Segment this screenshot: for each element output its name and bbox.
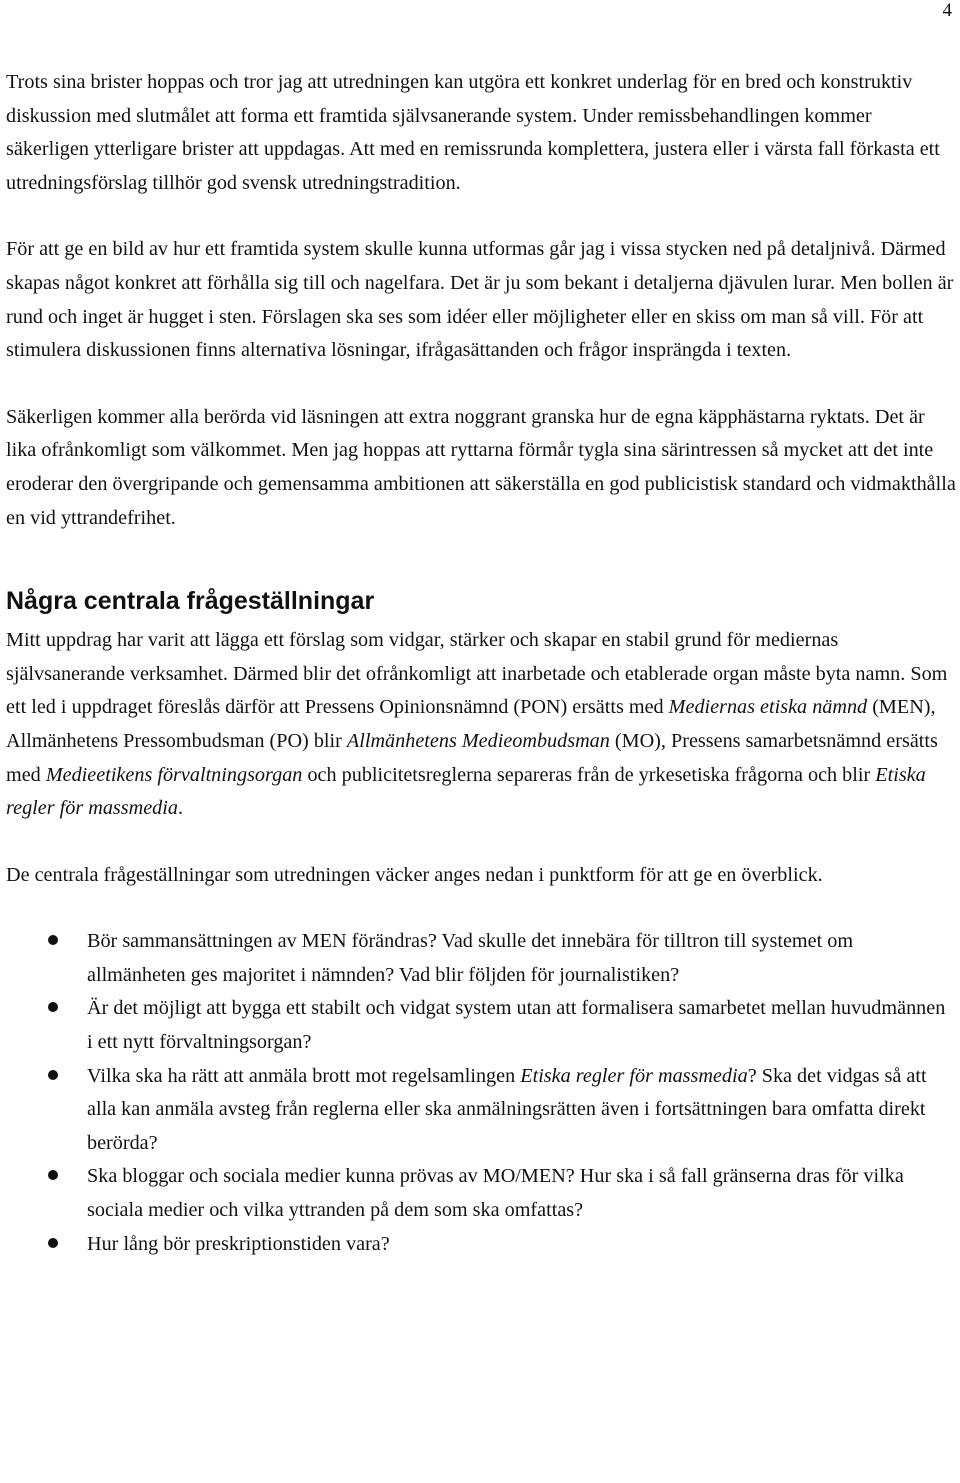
bullet-icon: [48, 1070, 58, 1080]
page-number: 4: [942, 0, 952, 21]
list-item-text: Bör sammansättningen av MEN förändras? Vad skulle det innebära för tilltron till systemet om allmänheten ges majoritet i nämnden? Vad blir följden för journalistiken?: [87, 930, 854, 986]
paragraph-detail: För att ge en bild av hur ett framtida system skulle kunna utformas går jag i vissa stycken ned på detaljnivå. Därmed skapas något konkret att förhålla sig till och nagelfara. Det är ju som bekant i detaljerna djävulen lurar. Men bollen är rund och inget är hugget i sten. Förslagen ska ses som idéer eller möjligheter eller en skiss om man så vill. För att stimulera diskussionen finns alternativa lösningar, ifrågasättanden och frågor insprängda i texten.: [6, 238, 954, 362]
italic-term: Etiska regler för massmedia: [6, 763, 926, 820]
paragraph-overview: De centrala frågeställningar som utredningen väcker anges nedan i punktform för att ge en överblick.: [6, 863, 823, 886]
list-item: [6, 992, 955, 1059]
list-item: [6, 1160, 955, 1227]
list-item: [6, 925, 955, 992]
list-item: [6, 1228, 955, 1262]
italic-term: Etiska regler för massmedia: [520, 1064, 748, 1087]
list-item-text: Är det möjligt att bygga ett stabilt och vidgat system utan att formalisera samarbetet mellan huvudmännen i ett nytt förvaltningsorgan?: [87, 997, 946, 1054]
bullet-icon: [48, 1238, 58, 1248]
text-run: .: [177, 797, 184, 820]
section-heading: Några centrala frågeställningar: [6, 587, 375, 616]
italic-term: Allmänhetens Medieombudsman: [346, 729, 610, 752]
text-run: ? Ska det vidgas så att alla kan anmäla avsteg från reglerna eller ska anmälningsrätten även i fortsättningen bara omfatta direkt berörda?: [87, 1064, 927, 1154]
paragraph-intro: Trots sina brister hoppas och tror jag att utredningen kan utgöra ett konkret underlag för en bred och konstruktiv diskussion med slutmålet att forma ett framtida självsanerande system. Under remissbehandlingen kommer säkerligen ytterligare brister att uppdagas. Att med en remissrunda komplettera, justera eller i värsta fall förkasta ett utredningsförslag tillhör god svensk utredningstradition.: [6, 71, 940, 194]
text-run: Vilka ska ha rätt att anmäla brott mot regelsamlingen: [87, 1064, 521, 1087]
list-item: [6, 1060, 955, 1161]
italic-term: Mediernas etiska nämnd: [668, 696, 868, 719]
list-item-text: Hur lång bör preskriptionstiden vara?: [87, 1232, 390, 1255]
bullet-icon: [48, 1170, 58, 1180]
italic-term: Medieetikens förvaltningsorgan: [45, 763, 303, 786]
text-run: (MO), Pressens samarbetsnämnd ersätts med: [6, 729, 938, 786]
paragraph-assignment: [6, 624, 956, 826]
list-item-text: Ska bloggar och sociala medier kunna prövas av MO/MEN? Hur ska i så fall gränserna dras för vilka sociala medier och vilka yttranden på dem som ska omfattas?: [87, 1165, 904, 1222]
paragraph-hobbyhorses: Säkerligen kommer alla berörda vid läsningen att extra noggrant granska hur de egna käpphästarna ryktats. Det är lika ofrånkomligt som välkommet. Men jag hoppas att ryttarna förmår tygla sina särintressen så mycket att det inte eroderar den övergripande och gemensamma ambitionen att säkerställa en god publicistisk standard och vidmakthålla en vid yttrandefrihet.: [6, 405, 956, 529]
text-run: Mitt uppdrag har varit att lägga ett förslag som vidgar, stärker och skapar en stabil grund för mediernas självsanerande verksamhet. Därmed blir det ofrånkomligt att inarbetade och etablerade organ måste byta namn. Som ett led i uppdraget föreslås därför att Pressens Opinionsnämnd (PON) ersätts med: [6, 629, 948, 719]
text-run: (MEN), Allmänhetens Pressombudsman (PO) blir: [6, 696, 936, 752]
question-list: [6, 925, 956, 1261]
document-body: [6, 66, 956, 1261]
bullet-icon: [48, 1002, 58, 1012]
text-run: och publicitetsreglerna separeras från de yrkesetiska frågorna och blir: [302, 763, 876, 786]
bullet-icon: [48, 935, 58, 945]
